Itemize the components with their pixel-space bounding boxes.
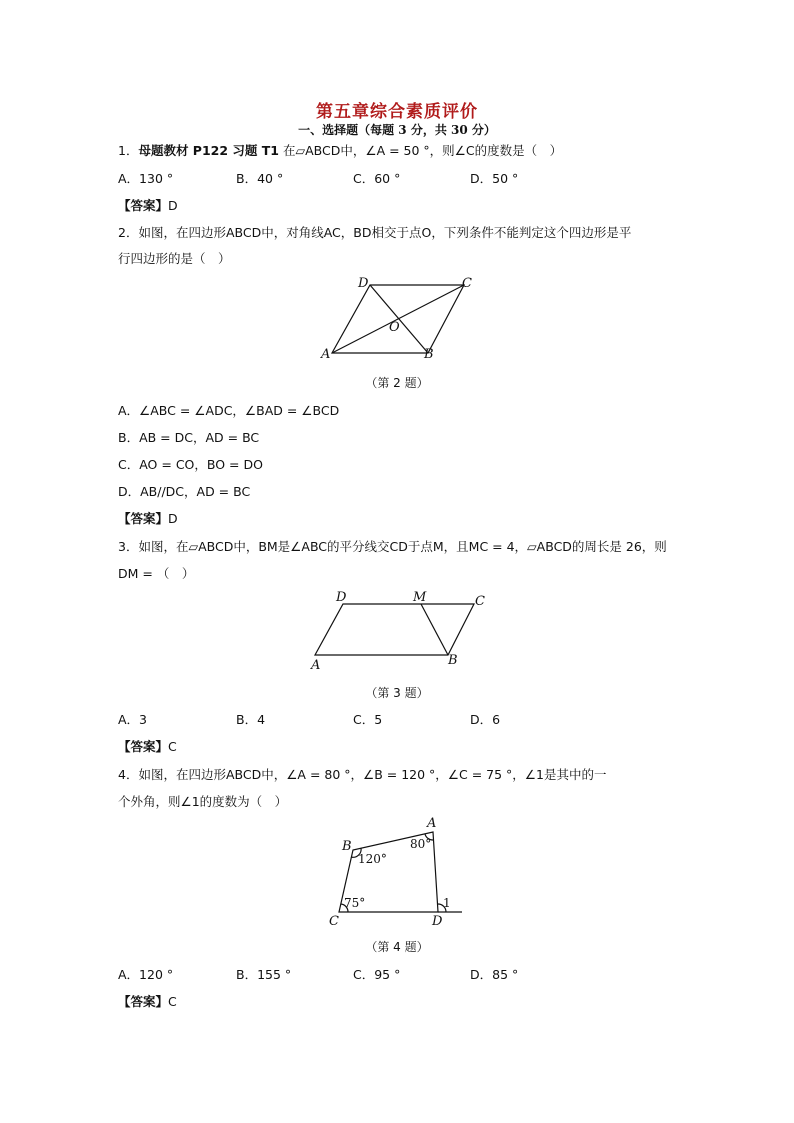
label-o: O: [389, 320, 400, 335]
question-1-number: 1．: [118, 143, 139, 158]
question-4-option-d: D．85 °: [470, 967, 519, 982]
question-2-answer: [118, 509, 178, 527]
label-d: D: [358, 276, 369, 291]
question-2-stem-line-2: 行四边形的是（ ）: [118, 251, 231, 266]
label-b: B: [448, 653, 458, 668]
question-2-option-a: A．∠ABC = ∠ADC，∠BAD = ∠BCD: [118, 403, 340, 418]
question-3-stem-line-1: 3．如图，在▱ABCD中，BM是∠ABC的平分线交CD于点M，且MC = 4，▱ABCD的周长是 26，则: [118, 539, 667, 554]
label-b: B: [424, 347, 434, 362]
question-4-stem-line-1: 4．如图，在四边形ABCD中，∠A = 80 °，∠B = 120 °，∠C = 75 °，∠1是其中的一: [118, 767, 607, 782]
question-4-figure: [320, 810, 480, 930]
question-3-option-d: D．6: [470, 712, 501, 727]
question-2-option-d: D．AB//DC，AD = BC: [118, 484, 251, 499]
question-1-source: 母题教材 P122 习题 T1: [138, 143, 279, 158]
question-1-option-a: A．130 °: [118, 171, 174, 186]
question-2-answer-value: D: [168, 511, 178, 526]
question-1-stem: [118, 141, 562, 159]
diagonal-bd: [370, 285, 428, 353]
label-m: M: [413, 590, 427, 605]
question-2-stem-line-1: 2．如图，在四边形ABCD中，对角线AC，BD相交于点O，下列条件不能判定这个四边形是平: [118, 225, 632, 240]
question-3-option-c: C．5: [353, 712, 383, 727]
question-1-option-b: B．40 °: [236, 171, 284, 186]
question-4-caption: （第 4 题）: [365, 940, 429, 954]
answer-label: 【答案】: [118, 994, 169, 1009]
answer-label: 【答案】: [118, 511, 169, 526]
label-b: B: [342, 839, 352, 854]
question-1-answer-value: D: [168, 198, 178, 213]
question-4-option-a: A．120 °: [118, 967, 174, 982]
label-angle-a: 80°: [410, 837, 432, 851]
question-3-answer: [118, 737, 177, 755]
question-4-answer-value: C: [168, 994, 177, 1009]
label-d: D: [432, 914, 443, 929]
label-c: C: [329, 914, 339, 929]
label-c: C: [475, 594, 485, 609]
label-a: A: [321, 347, 331, 362]
parallelogram-abcd: [315, 604, 474, 655]
question-3-option-a: A．3: [118, 712, 148, 727]
question-1-text: 在▱ABCD中，∠A = 50 °，则∠C的度数是（ ）: [282, 143, 563, 158]
question-3-option-b: B．4: [236, 712, 266, 727]
label-c: C: [462, 276, 472, 291]
diagonal-ac: [332, 285, 464, 353]
answer-label: 【答案】: [118, 739, 169, 754]
question-4-stem-line-2: 个外角，则∠1的度数为（ ）: [118, 794, 288, 809]
label-angle-b: 120°: [358, 852, 387, 866]
question-3-answer-value: C: [168, 739, 177, 754]
label-a: A: [427, 816, 437, 831]
label-d: D: [336, 590, 347, 605]
question-4-option-c: C．95 °: [353, 967, 401, 982]
label-a: A: [311, 658, 321, 673]
page-title: 第五章综合素质评价: [316, 102, 478, 122]
question-3-caption: （第 3 题）: [365, 686, 429, 700]
question-1-option-d: D．50 °: [470, 171, 519, 186]
question-4-answer: [118, 992, 177, 1010]
label-angle-1: 1: [443, 896, 451, 910]
question-2-option-c: C．AO = CO，BO = DO: [118, 457, 263, 472]
question-3-stem-line-2: DM = （ ）: [118, 566, 195, 581]
bisector-bm: [421, 604, 448, 655]
question-3-figure: [300, 585, 500, 675]
section-heading: 一、选择题（每题 3 分，共 30 分）: [298, 123, 496, 137]
question-1-answer: [118, 196, 178, 214]
question-4-option-b: B．155 °: [236, 967, 292, 982]
question-2-option-b: B．AB = DC，AD = BC: [118, 430, 260, 445]
question-2-figure: [300, 270, 500, 370]
question-1-option-c: C．60 °: [353, 171, 401, 186]
question-2-caption: （第 2 题）: [365, 376, 429, 390]
label-angle-c: 75°: [344, 896, 366, 910]
answer-label: 【答案】: [118, 198, 169, 213]
